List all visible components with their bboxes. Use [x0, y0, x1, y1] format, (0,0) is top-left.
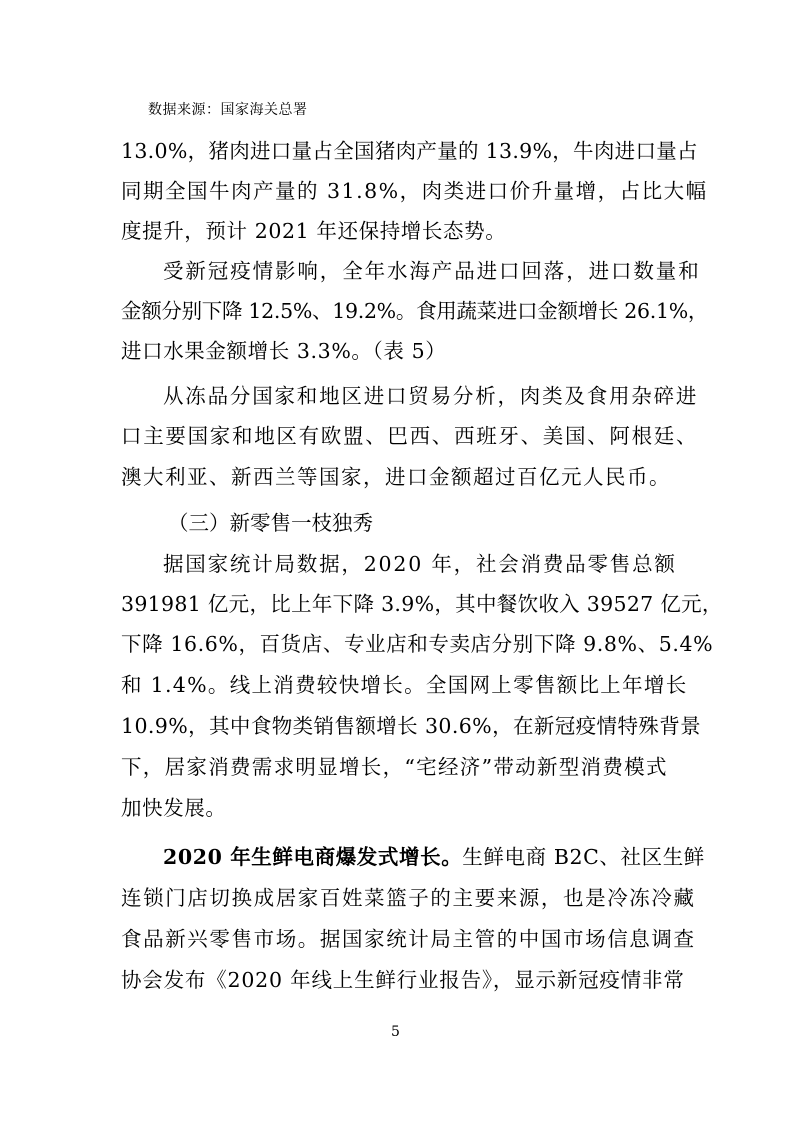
paragraph-line: 受新冠疫情影响，全年水海产品进口回落，进口数量和: [163, 259, 701, 283]
paragraph-line: 10.9%，其中食物类销售额增长 30.6%，在新冠疫情特殊背景: [121, 714, 702, 738]
paragraph-line: 食品新兴零售市场。据国家统计局主管的中国市场信息调查: [121, 927, 696, 951]
paragraph-line: [163, 845, 705, 869]
page-number: 5: [391, 1024, 400, 1040]
paragraph-line: 澳大利亚、新西兰等国家，进口金额超过百亿元人民币。: [121, 465, 671, 489]
paragraph-line: 加快发展。: [121, 796, 227, 820]
paragraph-line: 协会发布《2020 年线上生鲜行业报告》，显示新冠疫情非常: [121, 968, 685, 992]
paragraph-line: 口主要国家和地区有欧盟、巴西、西班牙、美国、阿根廷、: [121, 424, 699, 448]
paragraph-line: 据国家统计局数据，2020 年，社会消费品零售总额: [163, 552, 677, 576]
paragraph-line: 下，居家消费需求明显增长，“宅经济”带动新型消费模式: [121, 755, 668, 779]
data-source-note: 数据来源：国家海关总署: [148, 102, 308, 118]
sentence-continuation: 生鲜电商 B2C、社区生鲜: [462, 845, 705, 869]
paragraph-line: 连锁门店切换成居家百姓菜篮子的主要来源，也是冷冻冷藏: [121, 886, 696, 910]
paragraph-line: 度提升，预计 2021 年还保持增长态势。: [121, 219, 507, 243]
paragraph-line: 13.0%，猪肉进口量占全国猪肉产量的 13.9%，牛肉进口量占: [121, 139, 698, 163]
paragraph-line: 391981 亿元，比上年下降 3.9%，其中餐饮收入 39527 亿元，: [121, 592, 723, 616]
bold-lead-sentence: 2020 年生鲜电商爆发式增长。: [163, 845, 463, 869]
section-heading: （三）新零售一枝独秀: [168, 511, 373, 535]
paragraph-line: 金额分别下降 12.5%、19.2%。食用蔬菜进口金额增长 26.1%，: [121, 299, 709, 323]
paragraph-line: 进口水果金额增长 3.3%。（表 5）: [121, 339, 447, 363]
paragraph-line: 同期全国牛肉产量的 31.8%，肉类进口价升量增，占比大幅: [121, 179, 708, 203]
paragraph-line: 和 1.4%。线上消费较快增长。全国网上零售额比上年增长: [121, 673, 688, 697]
paragraph-line: 从冻品分国家和地区进口贸易分析，肉类及食用杂碎进: [163, 384, 699, 408]
paragraph-line: 下降 16.6%，百货店、专业店和专卖店分别下降 9.8%、5.4%: [121, 632, 714, 656]
